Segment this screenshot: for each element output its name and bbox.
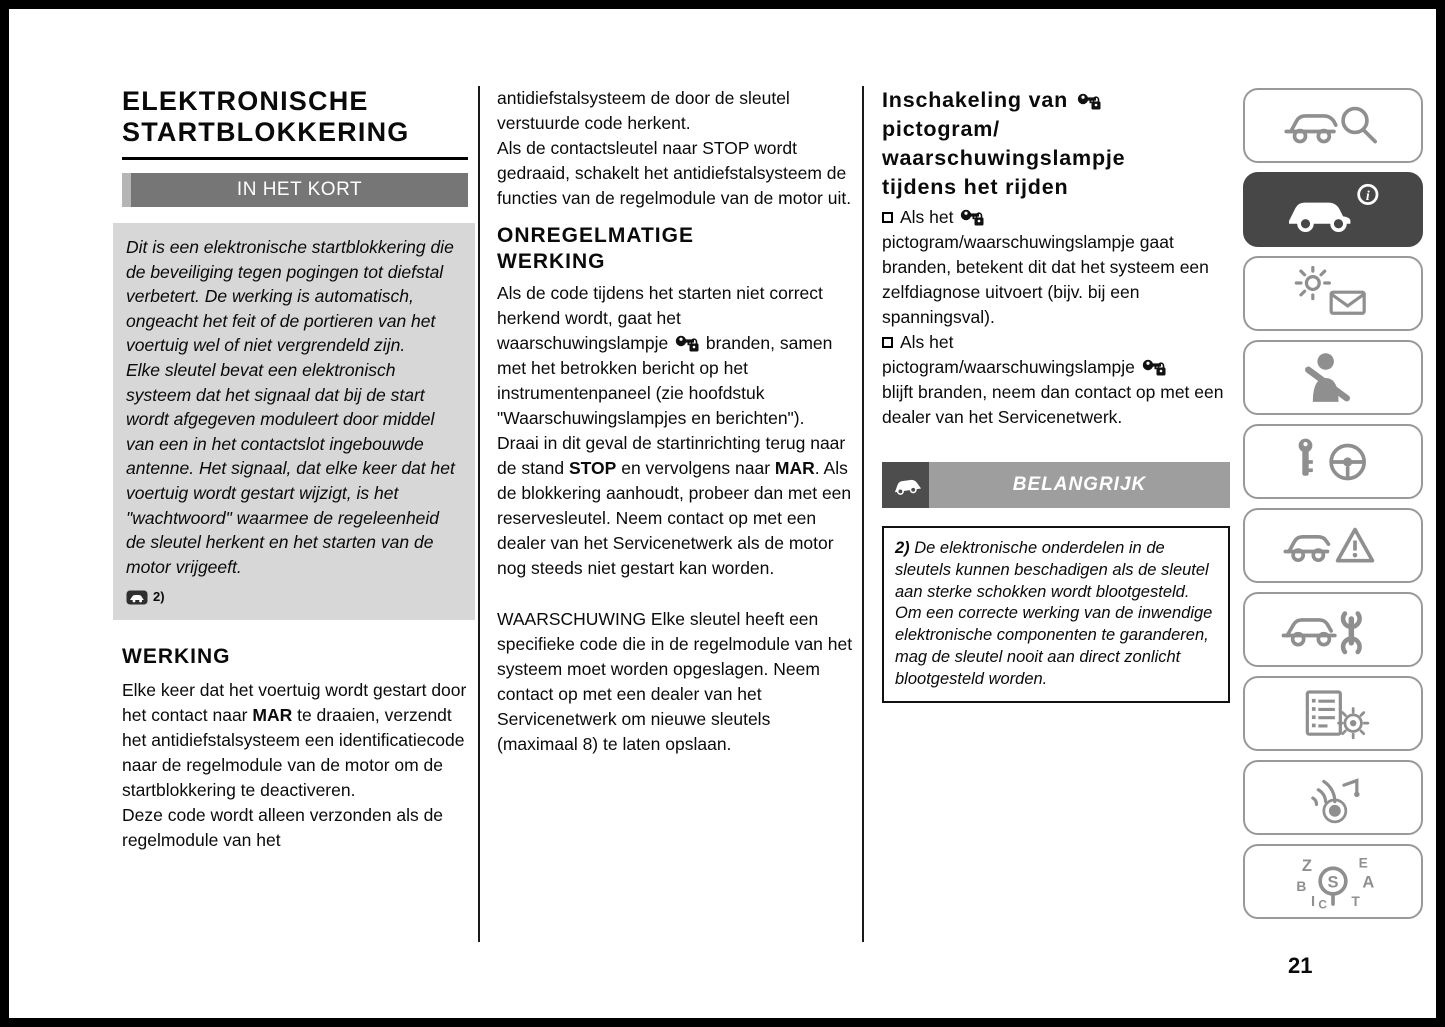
column-divider-left bbox=[478, 86, 480, 942]
heading-werking: WERKING bbox=[122, 644, 231, 668]
belangrijk-banner bbox=[882, 462, 1230, 508]
bullet-item: Als het pictogram/waarschuwingslampje gaat branden, betekent dit dat het systeem een zelfdiagnose uitvoert (bijv. bij een spanningsval). bbox=[882, 207, 1209, 327]
seatbelt-safety-icon bbox=[1278, 348, 1388, 408]
svg-text:I: I bbox=[1311, 893, 1316, 910]
paragraph: antidiefstalsysteem de door de sleutel verstuurde code herkent. bbox=[497, 88, 790, 133]
alphabetical-index-icon bbox=[1278, 852, 1388, 912]
paragraph-warning: WAARSCHUWING Elke sleutel heeft een specifieke code die in de regelmodule van het systeem moet worden opgeslagen. Neem contact op met een dealer van het Servicenetwerk om nieuwe sleutels (maximaal 8) te laten opslaan. bbox=[497, 609, 853, 754]
paragraph: Deze code wordt alleen verzonden als de regelmodule van het bbox=[122, 804, 444, 850]
summary-box bbox=[113, 223, 475, 620]
car-info-icon bbox=[1278, 180, 1388, 240]
belangrijk-icon-box bbox=[882, 462, 929, 508]
sidebar-tab-dashboard[interactable] bbox=[1243, 88, 1423, 163]
svg-text:B: B bbox=[1296, 878, 1307, 894]
multimedia-icon bbox=[1278, 768, 1388, 828]
emergency-triangle-icon bbox=[1278, 516, 1388, 576]
heading-onregelmatige-werking: ONREGELMATIGE WERKING bbox=[497, 224, 694, 273]
left-column bbox=[113, 86, 475, 853]
bullet-item: Als het pictogram/waarschuwingslampje blijft branden, neem dan contact op met een dealer van het Servicenetwerk. bbox=[882, 332, 1224, 427]
paragraph: Draai in dit geval de startinrichting terug naar de stand STOP en vervolgens naar MAR. Als de blokkering aanhoudt, probeer dan met een reservesleutel. Neem contact op met een dealer van het Servicenetwerk als de motor nog steeds niet gestart kan worden. bbox=[497, 433, 852, 578]
svg-text:T: T bbox=[1351, 893, 1360, 909]
paragraph: Als de contactsleutel naar STOP wordt gedraaid, schakelt het antidiefstalsysteem de functies van de regelmodule van de motor uit. bbox=[497, 138, 852, 208]
footnote-row bbox=[126, 585, 463, 610]
page-number: 21 bbox=[1288, 953, 1313, 978]
column-divider-right bbox=[862, 86, 864, 942]
sidebar-tab-know-your-car[interactable] bbox=[1243, 172, 1423, 247]
key-lock-icon bbox=[1142, 358, 1166, 376]
sidebar-tab-emergency[interactable] bbox=[1243, 508, 1423, 583]
paragraph: Als de code tijdens het starten niet correct herkend wordt, gaat het waarschuwingslampje branden, samen met het betrokken bericht op het instrumentenpaneel (zie hoofdstuk "Waarschuwingslampjes en berichten"). bbox=[497, 283, 833, 428]
sidebar-tab-service-maintenance[interactable] bbox=[1243, 592, 1423, 667]
svg-text:C: C bbox=[1318, 897, 1327, 912]
page-title: ELEKTRONISCHE STARTBLOKKERING bbox=[122, 86, 468, 160]
car-footnote-icon bbox=[126, 590, 148, 605]
in-het-kort-banner bbox=[122, 173, 468, 207]
car-service-wrench-icon bbox=[1278, 600, 1388, 660]
heading-inschakeling: Inschakeling van pictogram/ waarschuwingslampje tijdens het rijden bbox=[882, 88, 1126, 199]
svg-text:i: i bbox=[1365, 187, 1370, 203]
middle-column bbox=[497, 86, 853, 757]
svg-text:A: A bbox=[1362, 873, 1375, 891]
sidebar-tab-multimedia[interactable] bbox=[1243, 760, 1423, 835]
chapter-sidebar bbox=[1243, 88, 1425, 928]
ignition-steering-icon bbox=[1278, 432, 1388, 492]
square-bullet bbox=[882, 337, 893, 348]
key-lock-icon bbox=[1077, 92, 1101, 110]
right-column bbox=[882, 86, 1234, 703]
important-note-box: 2) De elektronische onderdelen in de sleutels kunnen beschadigen als de sleutel aan sterke schokken wordt blootgesteld. Om een correcte werking van de inwendige elektronische componenten te garanderen, mag de sleutel nooit aan direct zonlicht blootgesteld worden. bbox=[882, 526, 1230, 703]
svg-text:E: E bbox=[1358, 854, 1368, 870]
summary-text: Dit is een elektronische startblokkering die de beveiliging tegen pogingen tot diefstal verbetert. De werking is automatisch, ongeacht het feit of de portieren van het voertuig wel of niet vergrendeld zijn. Elke sleutel bevat een elektronisch systeem dat het signaal dat bij de start wordt afgegeven moduleert door middel van een in het contactslot ingebouwde antenne. Het signaal, dat elke keer dat het voertuig wordt gestart wijzigt, is het "wachtwoord" waarmee de regeleenheid de sleutel herkent en het starten van de motor vrijgeeft. bbox=[126, 237, 455, 577]
sidebar-tab-starting-driving[interactable] bbox=[1243, 424, 1423, 499]
sidebar-tab-technical-data[interactable] bbox=[1243, 676, 1423, 751]
in-het-kort-label: IN HET KORT bbox=[236, 179, 363, 200]
square-bullet bbox=[882, 212, 893, 223]
sidebar-tab-alphabetical-index[interactable] bbox=[1243, 844, 1423, 919]
technical-data-gear-icon bbox=[1278, 684, 1388, 744]
car-search-icon bbox=[1278, 96, 1388, 156]
sidebar-tab-warning-lights[interactable] bbox=[1243, 256, 1423, 331]
belangrijk-label: BELANGRIJK bbox=[1012, 474, 1147, 495]
lamp-message-icon bbox=[1278, 264, 1388, 324]
paragraph: Elke keer dat het voertuig wordt gestart door het contact naar MAR te draaien, verzendt het antidiefstalsysteem een identificatiecode naar de regelmodule van de motor om de startblokkering te deactiveren. bbox=[122, 679, 467, 800]
svg-text:Z: Z bbox=[1301, 856, 1312, 875]
car-warning-icon bbox=[890, 472, 922, 498]
belangrijk-label-box bbox=[929, 462, 1230, 508]
sidebar-tab-safety[interactable] bbox=[1243, 340, 1423, 415]
key-lock-icon bbox=[960, 208, 984, 226]
svg-text:S: S bbox=[1327, 873, 1339, 891]
key-lock-icon bbox=[675, 334, 699, 352]
footnote-number: 2) bbox=[153, 589, 165, 605]
